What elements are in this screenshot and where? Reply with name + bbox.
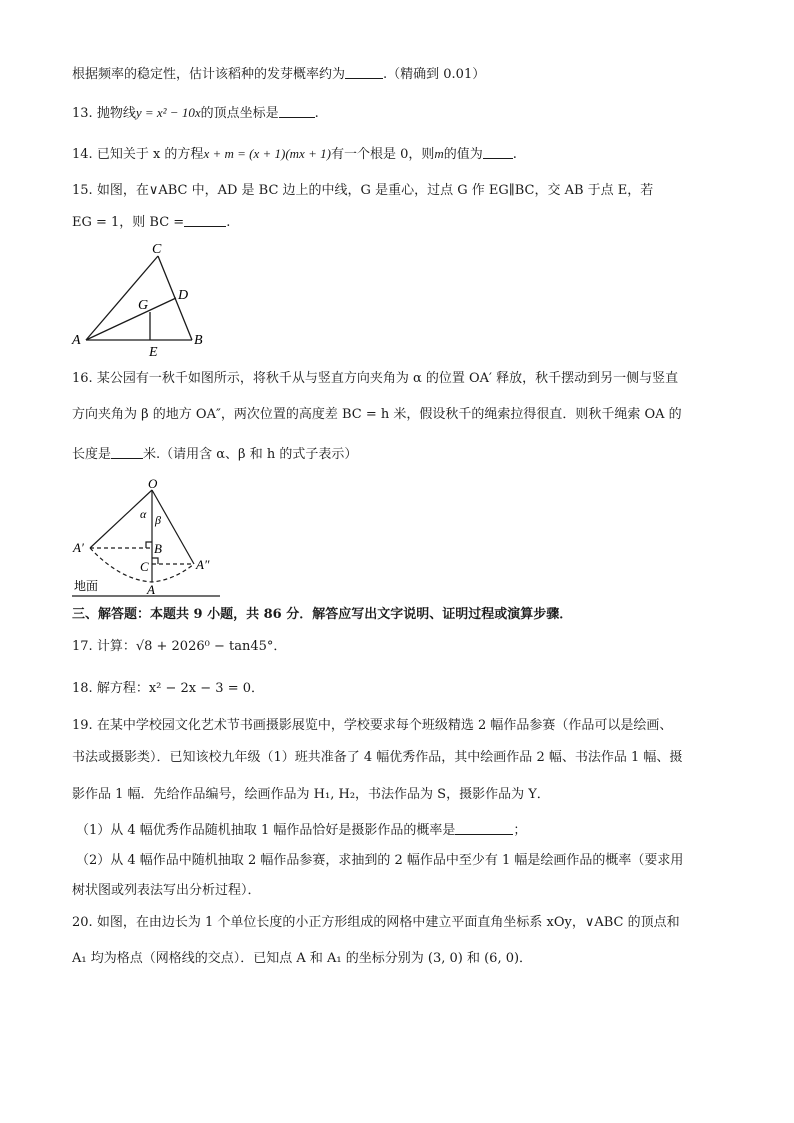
q19-sub2-text-line1: （2）从 4 幅作品中随机抽取 2 幅作品参赛，求抽到的 2 幅作品中至少有 1 幅是绘画作品的概率（要求用 <box>76 853 684 868</box>
q14-end: . <box>512 147 517 162</box>
q19-line2 <box>72 749 682 767</box>
q18-number: 18. <box>72 681 93 696</box>
q16-line2 <box>72 406 682 424</box>
q19-sub1-end: ； <box>513 823 527 838</box>
label-b: B <box>154 541 162 556</box>
q19-text-line2: 书法或摄影类）．已知该校九年级（1）班共准备了 4 幅优秀作品，其中绘画作品 2 幅、书法作品 1 幅、摄 <box>72 750 683 765</box>
q17-line <box>72 638 286 656</box>
q14-mid: 有一个根是 0，则 <box>330 147 435 162</box>
q12-line <box>72 66 485 84</box>
q19-sub2-text-line2: 树状图或列表法写出分析过程）． <box>72 883 261 898</box>
q20-text-line1: 如图，在由边长为 1 个单位长度的小正方形组成的网格中建立平面直角坐标系 xOy，∨ABC 的顶点和 <box>96 915 680 930</box>
q19-line1 <box>72 717 672 735</box>
q19-line3 <box>72 786 550 804</box>
label-a: A <box>147 582 155 597</box>
q20-text-line2: A₁ 均为格点（网格线的交点）．已知点 A 和 A₁ 的坐标分别为 (3, 0) 和 (6, 0)． <box>72 951 533 966</box>
q13-formula: y = x² − 10x <box>135 105 201 120</box>
q19-sub1-text: （1）从 4 幅优秀作品随机抽取 1 幅作品恰好是摄影作品的概率是 <box>76 823 456 838</box>
q14-answer-blank[interactable] <box>483 146 513 159</box>
q15-text-line1: 如图，在∨ABC 中，AD 是 BC 边上的中线，G 是重心，过点 G 作 EG∥BC，交 AB 于点 E，若 <box>96 183 654 198</box>
q12-text: 根据频率的稳定性，估计该稻种的发芽概率约为 <box>72 67 346 82</box>
q14-formula: x + m = (x + 1)(mx + 1) <box>203 146 331 161</box>
q15-end: . <box>226 215 231 230</box>
q16-text-line2: 方向夹角为 β 的地方 OA″，两次位置的高度差 BC = h 米，假设秋千的绳索拉得很直．则秋千绳索 OA 的 <box>72 407 682 422</box>
q14-post: 的值为 <box>443 147 483 162</box>
q16-text-line1: 某公园有一秋千如图所示，将秋千从与竖直方向夹角为 α 的位置 OA′ 释放，秋千摆动到另一侧与竖直 <box>96 371 679 386</box>
q15-line2 <box>72 214 230 232</box>
label-e: E <box>149 345 158 360</box>
q16-text-line3-post: 米.（请用含 α、β 和 h 的式子表示） <box>143 447 358 462</box>
q15-number: 15. <box>72 183 93 198</box>
q16-number: 16. <box>72 371 93 386</box>
label-d: D <box>178 288 189 303</box>
q19-number: 19. <box>72 718 93 733</box>
median-ad <box>86 298 176 340</box>
q19-text-line1: 在某中学校园文化艺术节书画摄影展览中，学校要求每个班级精选 2 幅作品参赛（作品可以是绘画、 <box>96 718 673 733</box>
q18-line <box>72 680 264 698</box>
label-beta: β <box>155 513 161 527</box>
q14-line <box>72 145 517 164</box>
q20-line2 <box>72 950 532 968</box>
q19-sub1-answer-blank[interactable] <box>455 822 513 835</box>
q16-line1 <box>72 370 678 388</box>
section3-title: 三、解答题：本题共 9 小题，共 86 分．解答应写出文字说明、证明过程或演算步骤． <box>72 607 573 622</box>
q15-answer-blank[interactable] <box>184 214 226 227</box>
right-angle-b <box>146 542 152 548</box>
q16-answer-blank[interactable] <box>111 446 143 459</box>
label-a-double: A″ <box>196 557 210 572</box>
q13-answer-blank[interactable] <box>279 105 315 118</box>
q16-text-line3-pre: 长度是 <box>72 447 112 462</box>
q20-line1 <box>72 914 680 932</box>
q13-end: . <box>314 106 319 121</box>
q16-swing-figure <box>70 476 230 598</box>
right-angle-c <box>152 558 158 564</box>
q14-number: 14. <box>72 147 93 162</box>
q20-number: 20. <box>72 915 93 930</box>
q12-answer-blank[interactable] <box>345 66 383 79</box>
q17-number: 17. <box>72 639 93 654</box>
q17-text: 计算：√8 + 2026⁰ − tan45°． <box>96 639 287 654</box>
label-c: C <box>152 242 162 257</box>
q19-sub1 <box>76 822 526 840</box>
label-ground: 地面 <box>74 579 99 593</box>
label-b: B <box>194 333 203 348</box>
q13-pre: 抛物线 <box>96 106 136 121</box>
q13-line <box>72 104 319 123</box>
q12-tail: .（精确到 0.01） <box>383 67 486 82</box>
label-c: C <box>140 559 149 574</box>
q15-triangle-figure <box>66 238 216 360</box>
q19-text-line3: 影作品 1 幅．先给作品编号，绘画作品为 H₁, H₂，书法作品为 S，摄影作品为 Y． <box>72 787 550 802</box>
q13-number: 13. <box>72 106 93 121</box>
q15-line1 <box>72 182 653 200</box>
q16-line3 <box>72 446 357 464</box>
label-alpha: α <box>140 507 147 521</box>
q19-sub2-line1 <box>76 852 683 870</box>
q14-pre: 已知关于 x 的方程 <box>96 147 204 162</box>
label-g: G <box>138 298 149 313</box>
label-a-prime: A′ <box>73 540 84 555</box>
q15-text-line2: EG = 1，则 BC = <box>72 215 185 230</box>
q14-var: m <box>434 146 444 161</box>
q18-text: 解方程：x² − 2x − 3 = 0． <box>96 681 264 696</box>
label-o: O <box>148 476 158 491</box>
label-a: A <box>72 333 81 348</box>
q13-post: 的顶点坐标是 <box>200 106 279 121</box>
q19-sub2-line2 <box>72 882 261 900</box>
